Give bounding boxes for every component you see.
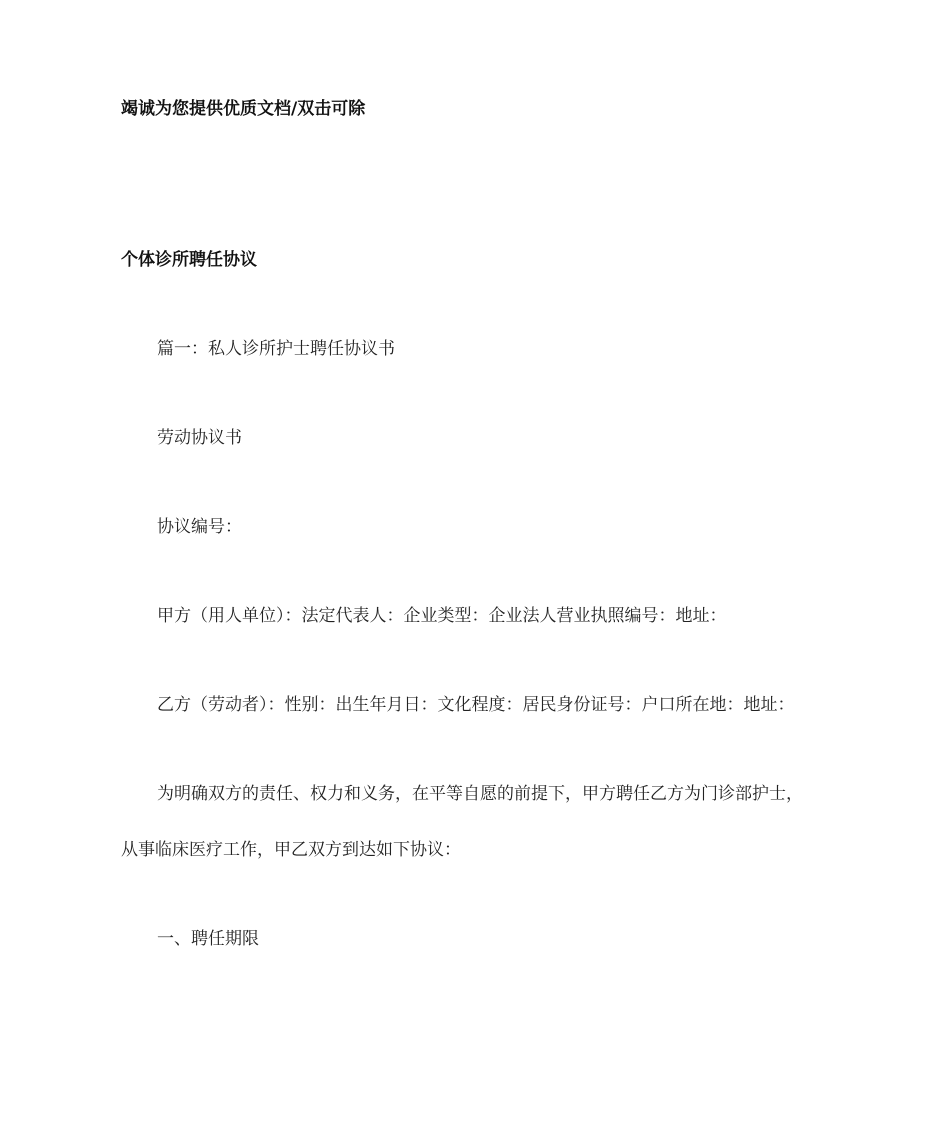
party-a-details: 甲方（用人单位）：法定代表人：企业类型：企业法人营业执照编号：地址： bbox=[157, 606, 727, 626]
labor-agreement-heading: 劳动协议书 bbox=[157, 428, 242, 448]
intro-paragraph-line-1: 为明确双方的责任、权力和义务，在平等自愿的前提下，甲方聘任乙方为门诊部护士， bbox=[157, 784, 803, 804]
section-heading-part-one: 篇一：私人诊所护士聘任协议书 bbox=[157, 339, 395, 359]
agreement-number-field: 协议编号： bbox=[157, 517, 242, 537]
document-title: 个体诊所聘任协议 bbox=[121, 250, 257, 270]
party-b-details: 乙方（劳动者）：性别：出生年月日：文化程度：居民身份证号：户口所在地：地址： bbox=[157, 695, 795, 715]
clause-one-heading: 一、聘任期限 bbox=[157, 929, 259, 949]
intro-paragraph-line-2: 从事临床医疗工作，甲乙双方到达如下协议： bbox=[121, 840, 461, 860]
header-banner: 竭诚为您提供优质文档/双击可除 bbox=[121, 99, 366, 119]
